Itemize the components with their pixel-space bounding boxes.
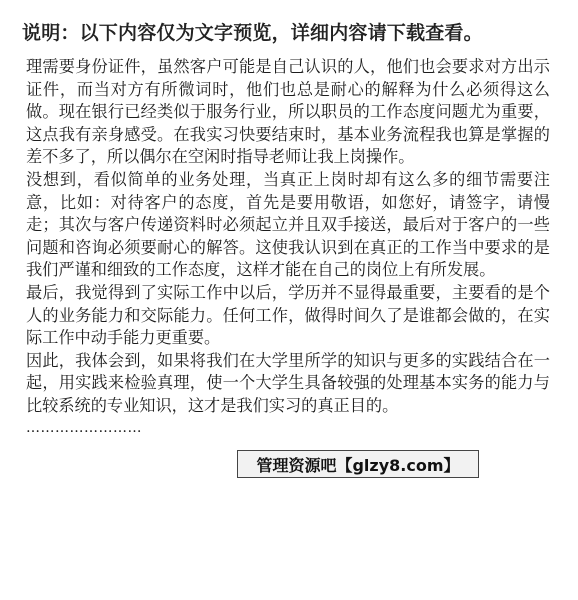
watermark-text: 管理资源吧【glzy8.com】 [256,455,460,475]
paragraph-1: 理需要身份证件，虽然客户可能是自己认识的人，他们也会要求对方出示证件，而当对方有所微词时，他们也总是耐心的解释为什么必须得这么做。现在银行已经类似于服务行业，所以职员的工作态度问题尤为重要，这点我有亲身感受。在我实习快要结束时，基本业务流程我也算是掌握的差不多了，所以偶尔在空闲时指导老师让我上岗操作。 [26,57,550,167]
document-body [26,56,550,436]
paragraph-2: 没想到，看似简单的业务处理，当真正上岗时却有这么多的细节需要注意，比如：对待客户的态度，首先是要用敬语，如您好，请签字，请慢走；其次与客户传递资料时必须起立并且双手接送，最后对于客户的一些问题和咨询必须要耐心的解答。这使我认识到在真正的工作当中要求的是我们严谨和细致的工作态度，这样才能在自己的岗位上有所发展。 [26,169,550,280]
preview-notice-heading: 说明：以下内容仅为文字预览，详细内容请下载查看。 [22,22,483,44]
ellipsis-dots: …………………… [26,419,142,436]
paragraph-4: 因此，我体会到，如果将我们在大学里所学的知识与更多的实践结合在一起，用实践来检验真理，使一个大学生具备较强的处理基本实务的能力与比较系统的专业知识，这才是我们实习的真正目的。 [26,350,550,415]
paragraph-3: 最后，我觉得到了实际工作中以后，学历并不显得最重要，主要看的是个人的业务能力和交际能力。任何工作，做得时间久了是谁都会做的，在实际工作中动手能力更重要。 [26,282,550,348]
watermark-badge [237,450,479,478]
